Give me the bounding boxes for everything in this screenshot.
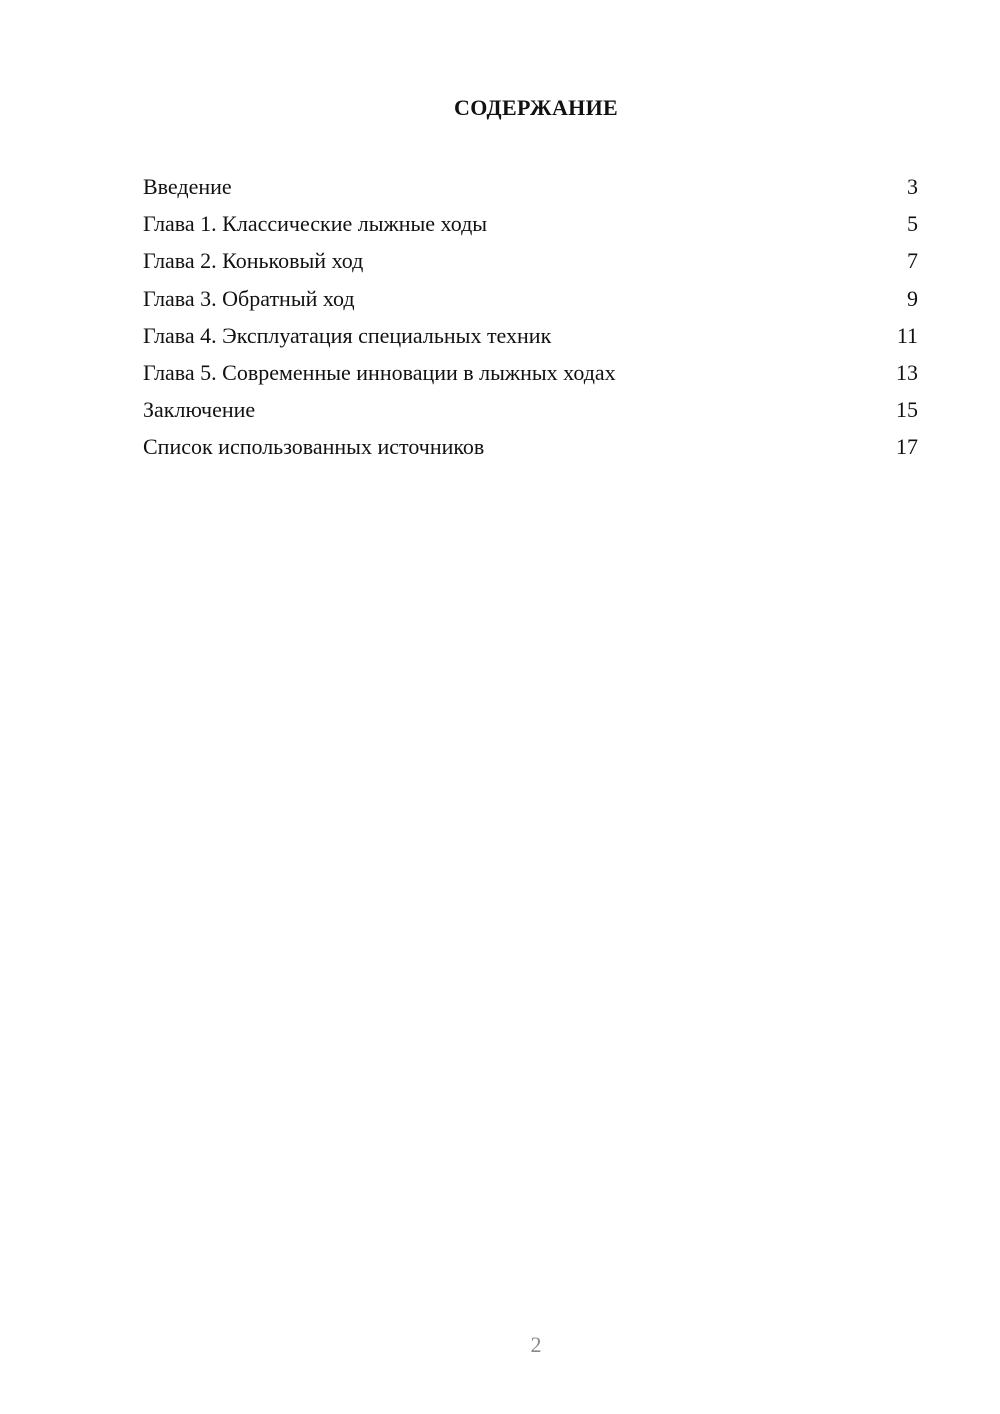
toc-item-label: Введение [143,174,232,199]
toc-item-label: Глава 3. Обратный ход [143,285,355,311]
toc-item-page: 17 [896,434,918,460]
toc-item-page: 15 [896,397,918,423]
toc-title: СОДЕРЖАНИЕ [454,95,618,120]
toc-item-label: Глава 1. Классические лыжные ходы [143,211,488,237]
toc-item-page: 5 [907,211,918,237]
toc-item-introduction[interactable] [143,168,918,205]
toc-item-page: 9 [907,285,918,311]
toc-item-page: 11 [896,322,918,348]
toc-item-page: 13 [896,359,918,385]
toc-item-chapter-5[interactable] [143,354,918,391]
toc-item-chapter-1[interactable] [143,205,918,242]
toc-item-label: Список использованных источников [143,434,485,460]
toc-item-label: Глава 5. Современные инновации в лыжных ходах [143,359,616,385]
toc-item-conclusion[interactable] [143,391,918,428]
toc-item-page: 7 [907,248,918,274]
table-of-contents [143,168,918,466]
toc-item-label: Глава 2. Коньковый ход [143,248,364,274]
toc-item-page: 3 [907,174,918,199]
toc-item-chapter-4[interactable] [143,317,918,354]
toc-item-chapter-3[interactable] [143,280,918,317]
toc-item-label: Заключение [143,397,256,423]
toc-item-references[interactable] [143,428,918,465]
toc-item-chapter-2[interactable] [143,242,918,279]
page-number: 2 [530,1332,542,1357]
toc-item-label: Глава 4. Эксплуатация специальных техник [143,322,552,348]
